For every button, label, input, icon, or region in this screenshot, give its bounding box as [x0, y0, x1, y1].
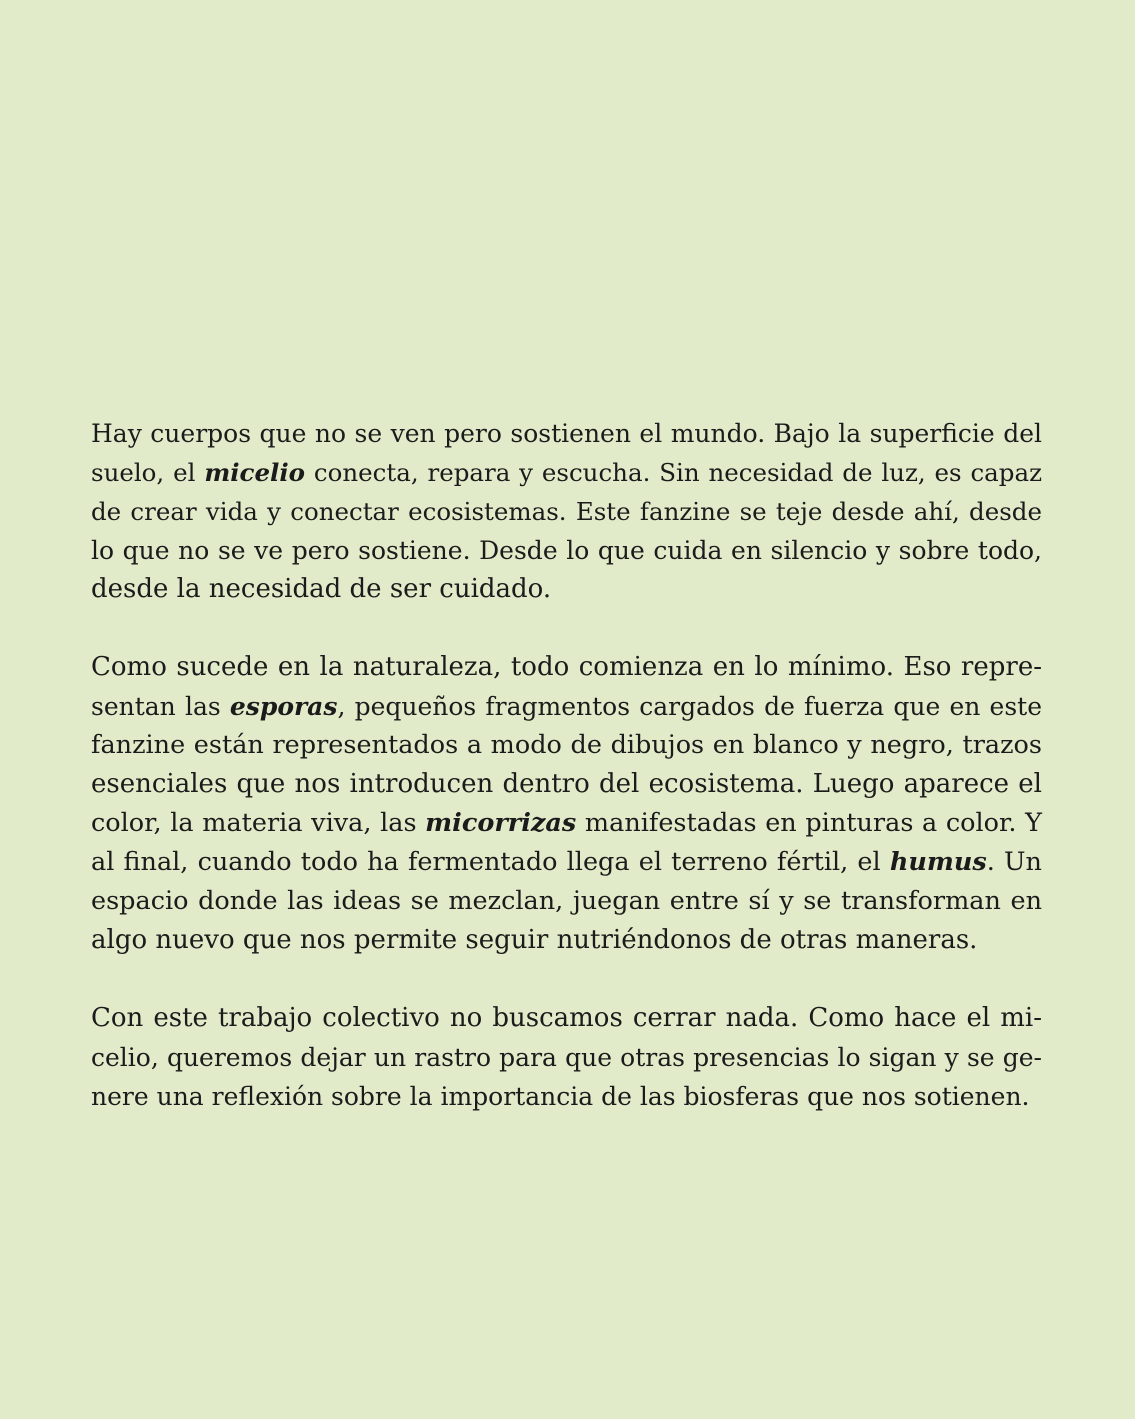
text-run: manifestadas en pinturas a color. Y [576, 808, 1042, 838]
text-run: Hay cuerpos que no se ven pero sostienen el mundo. Bajo la superficie del [91, 419, 1042, 448]
paragraph [91, 648, 1042, 960]
text-run: fanzine están representados a modo de dibujos en blanco y negro, trazos [91, 730, 1042, 760]
paragraph [91, 999, 1042, 1116]
emphasized-term: esporas [229, 692, 338, 721]
text-run: algo nuevo que nos permite seguir nutriéndonos de otras maneras. [91, 925, 978, 955]
text-line [91, 453, 1042, 492]
text-line [91, 999, 1042, 1038]
text-run: desde la necesidad de ser cuidado. [91, 574, 552, 604]
emphasized-term: micelio [204, 458, 306, 487]
text-run: nere una reflexión sobre la importancia de las biosferas que nos sotienen. [91, 1082, 1030, 1111]
text-line [91, 648, 1042, 687]
text-run: sentan las [91, 692, 230, 721]
text-line [91, 414, 1042, 453]
text-line [91, 570, 1042, 609]
text-line [91, 1077, 1042, 1116]
text-line [91, 531, 1042, 570]
text-run: conecta, repara y escucha. Sin necesidad de luz, es capaz [305, 458, 1042, 487]
text-line [91, 726, 1042, 765]
text-run: Como sucede en la naturaleza, todo comienza en lo mínimo. Eso repre- [91, 652, 1042, 682]
text-line [91, 687, 1042, 726]
text-run: lo que no se ve pero sostiene. Desde lo que cuida en silencio y sobre todo, [91, 536, 1042, 565]
text-line [91, 492, 1042, 531]
text-run: suelo, el [91, 458, 205, 487]
text-run: al final, cuando todo ha fermentado llega el terreno fértil, el [91, 847, 890, 877]
text-run: . Un [986, 847, 1042, 877]
text-run: esenciales que nos introducen dentro del ecosistema. Luego aparece el [91, 769, 1042, 799]
text-run: color, la materia viva, las [91, 808, 426, 838]
text-run: Con este trabajo colectivo no buscamos cerrar nada. Como hace el mi- [91, 1003, 1042, 1033]
emphasized-term: micorrizas [425, 808, 577, 838]
body-text [91, 414, 1042, 1116]
text-run: de crear vida y conectar ecosistemas. Este fanzine se teje desde ahí, desde [91, 497, 1042, 526]
text-run: celio, queremos dejar un rastro para que otras presencias lo sigan y se ge- [91, 1043, 1042, 1072]
text-run: espacio donde las ideas se mezclan, juegan entre sí y se transforman en [91, 886, 1042, 916]
text-line [91, 882, 1042, 921]
text-line [91, 765, 1042, 804]
text-line [91, 843, 1042, 882]
text-line [91, 1038, 1042, 1077]
text-line [91, 921, 1042, 960]
emphasized-term: humus [889, 847, 987, 877]
paragraph [91, 414, 1042, 609]
text-line [91, 804, 1042, 843]
text-run: , pequeños fragmentos cargados de fuerza que en este [337, 692, 1042, 721]
